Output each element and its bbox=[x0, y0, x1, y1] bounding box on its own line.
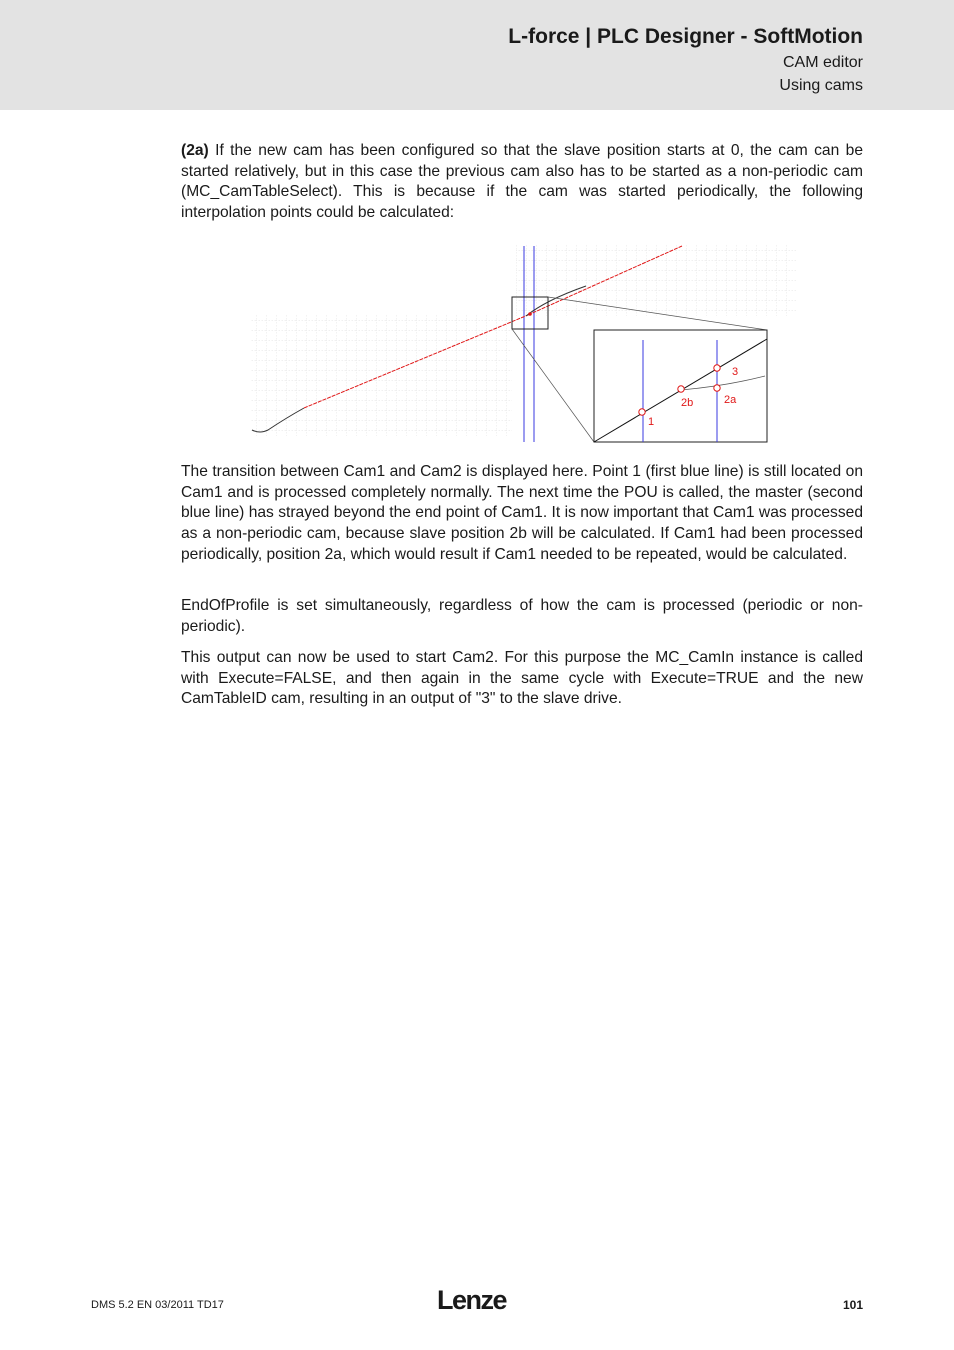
cam-transition-figure bbox=[246, 240, 798, 445]
document-id: DMS 5.2 EN 03/2011 TD17 bbox=[91, 1299, 224, 1311]
paragraph-2a bbox=[181, 141, 863, 224]
point-1-marker bbox=[639, 409, 645, 415]
paragraph-start-cam2: This output can now be used to start Cam2. For this purpose the MC_CamIn instance is called with Execute=FALSE, and then again in the same cycle with Execute=TRUE and the new CamTableID cam, resulting in an output of "3" to the slave drive. bbox=[181, 649, 863, 708]
document-title: L-force | PLC Designer - SoftMotion bbox=[508, 25, 863, 48]
paragraph-endofprofile: EndOfProfile is set simultaneously, regardless of how the cam is processed (periodic or non-periodic). bbox=[181, 597, 863, 635]
grid-lower-left bbox=[250, 314, 512, 436]
page-number: 101 bbox=[842, 1298, 863, 1312]
point-2a-marker bbox=[714, 385, 720, 391]
lenze-logo bbox=[436, 1286, 518, 1314]
svg-text:Lenze: Lenze bbox=[437, 1286, 507, 1314]
page-header bbox=[0, 0, 954, 110]
paragraph-transition: The transition between Cam1 and Cam2 is displayed here. Point 1 (first blue line) is still located on Cam1 and is processed completely normally. The next time the POU is called, the master (second blue line) has strayed beyond the end point of Cam1. It is now important that Cam1 was processed as a non-periodic cam, because slave position 2b will be calculated. If Cam1 had been processed periodically, position 2a, which would result if Cam1 needed to be repeated, would be calculated. bbox=[181, 463, 863, 563]
grid-upper-right bbox=[516, 244, 796, 316]
point-3-marker bbox=[714, 365, 720, 371]
paragraph-text: If the new cam has been configured so that the slave position starts at 0, the cam can be started relatively, but in this case the previous cam also has to be started as a non-periodic cam (MC_CamTableSelect). This is because if the cam was started periodically, the following interpolation points could be calculated: bbox=[181, 142, 863, 222]
point-2a-label: 2a bbox=[724, 394, 737, 406]
point-1-label: 1 bbox=[648, 416, 655, 428]
point-2b-label: 2b bbox=[681, 397, 694, 409]
transition-marker bbox=[528, 312, 532, 316]
point-2b-marker bbox=[678, 386, 684, 392]
step-label: (2a) bbox=[181, 142, 209, 159]
subsection-title: Using cams bbox=[779, 77, 863, 94]
point-3-label: 3 bbox=[732, 366, 739, 378]
section-title: CAM editor bbox=[782, 54, 863, 71]
